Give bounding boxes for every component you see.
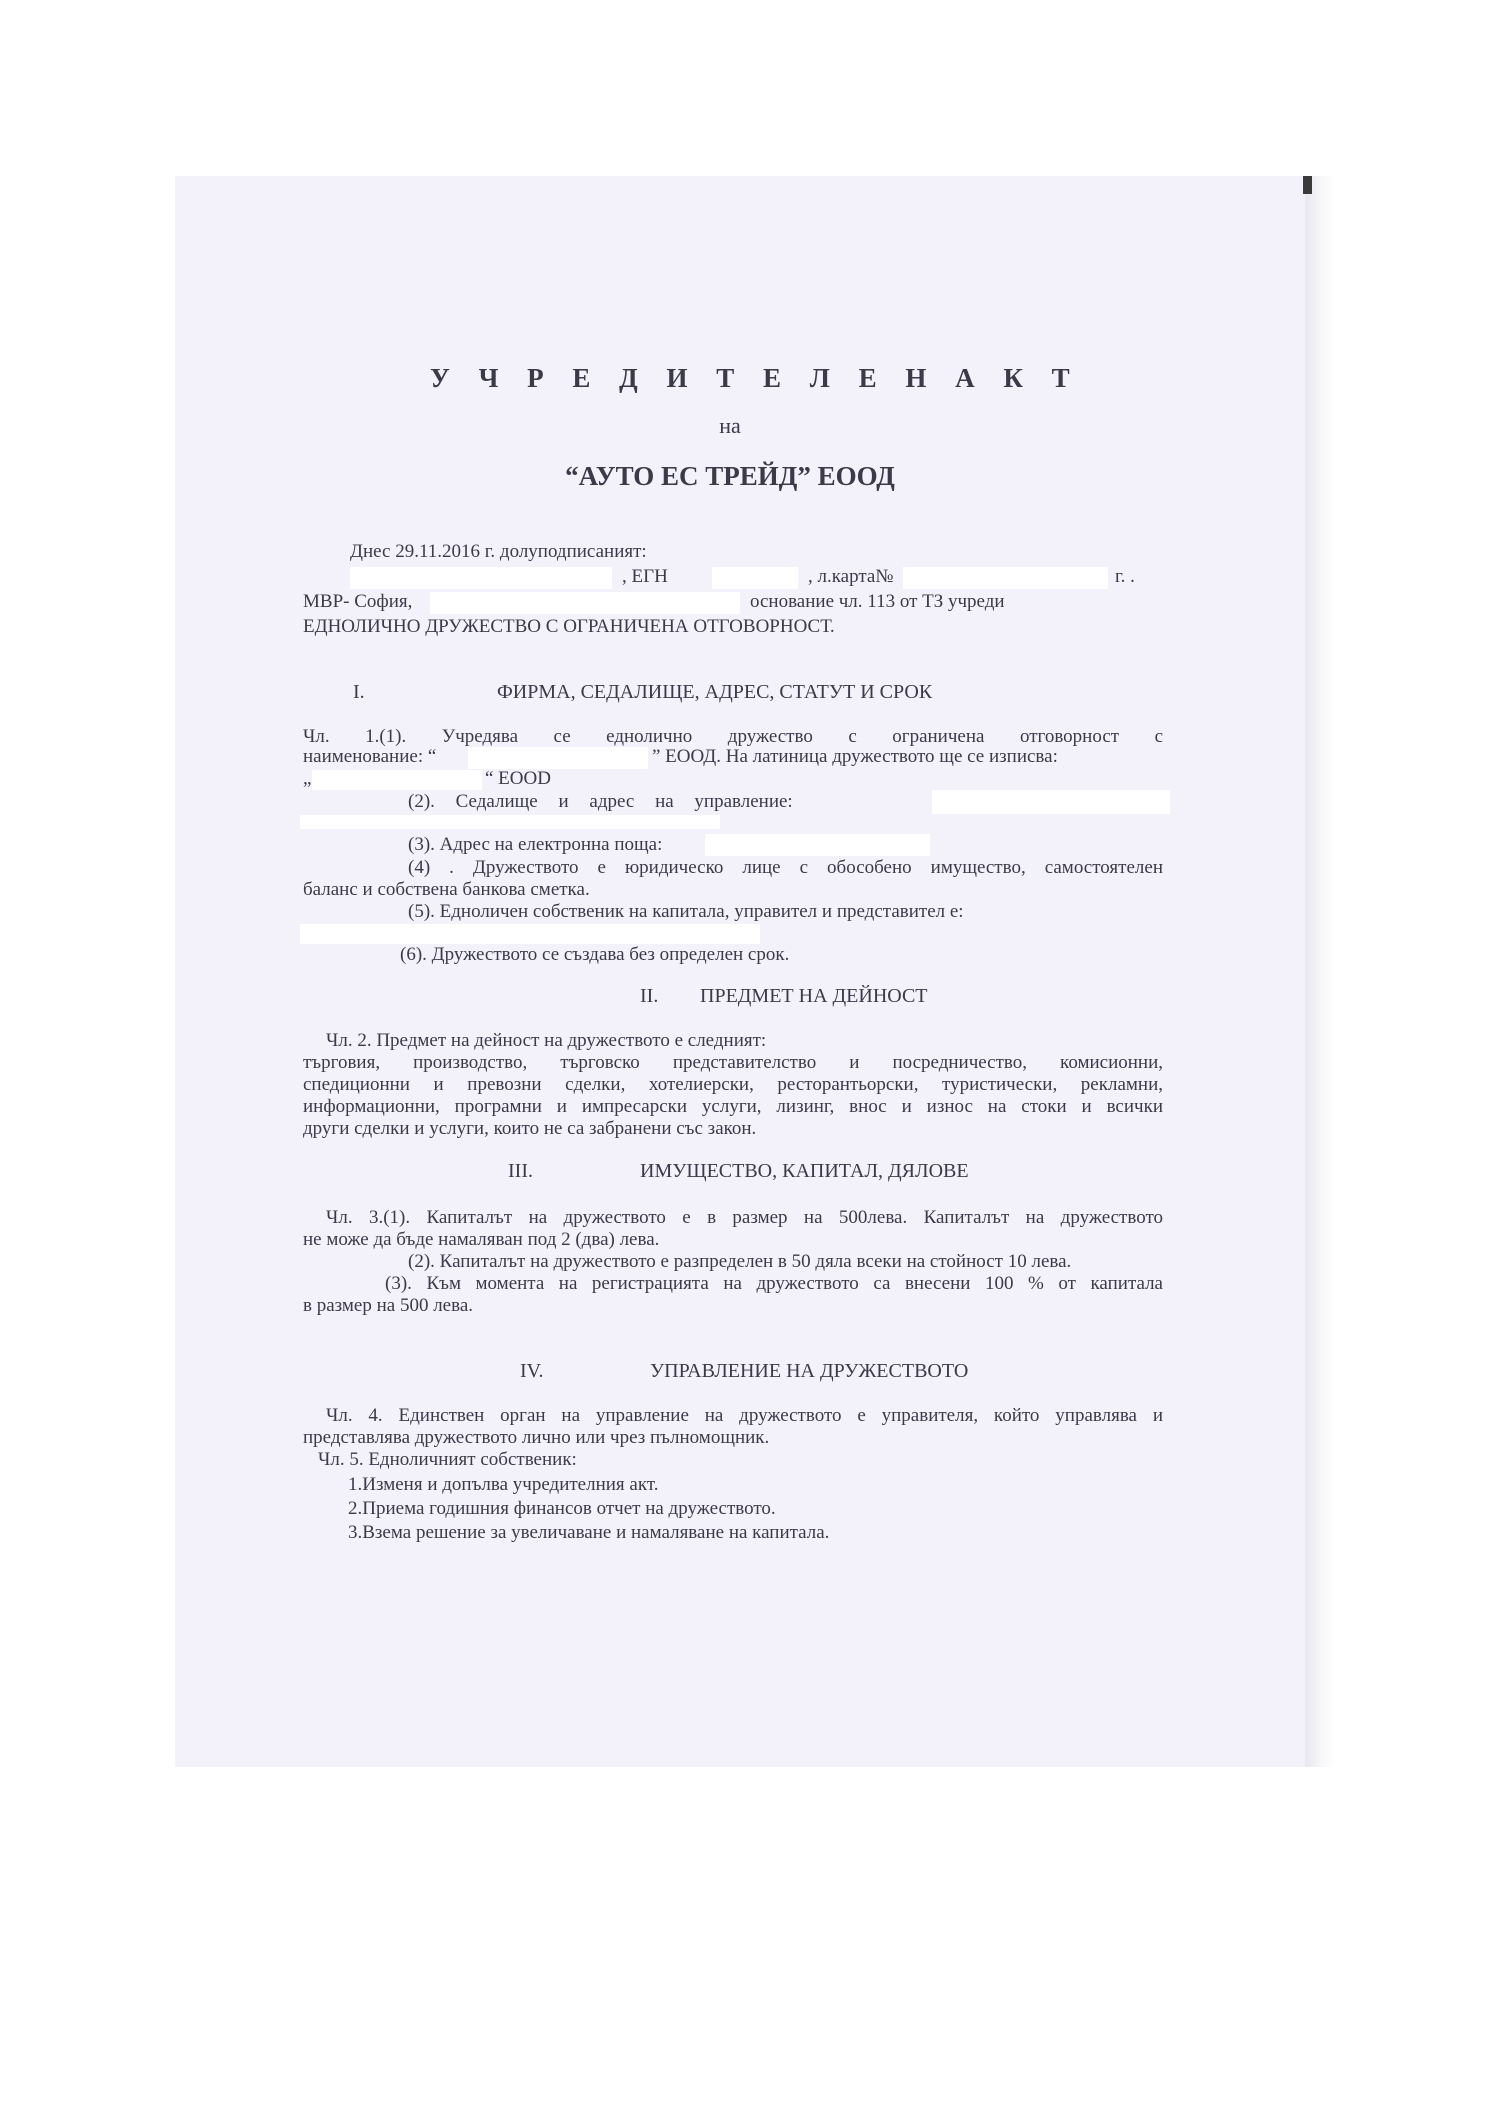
art5-item2: 2.Приема годишния финансов отчет на дружеството. [348,1498,776,1519]
art5-item1: 1.Изменя и допълва учредителния акт. [348,1474,659,1495]
redaction [430,592,740,614]
art1-p1-line2-a: наименование: “ [303,746,437,767]
section-4-number: IV. [520,1360,544,1382]
section-1-number: I. [353,681,365,703]
intro-mvr: МВР- София, [303,591,413,612]
scan-corner-mark [1303,176,1312,194]
intro-egn-label: , ЕГН [622,566,668,587]
section-1-title: ФИРМА, СЕДАЛИЩЕ, АДРЕС, СТАТУТ И СРОК [497,681,933,703]
intro-line-3: ЕДНОЛИЧНО ДРУЖЕСТВО С ОГРАНИЧЕНА ОТГОВОРНОСТ. [303,616,835,637]
section-2-number: II. [640,985,659,1007]
art5-item3: 3.Взема решение за увеличаване и намаляване на капитала. [348,1522,830,1543]
document-subtitle: на [719,413,741,438]
art2-line1: Чл. 2. Предмет на дейност на дружеството е следният: [326,1030,767,1051]
page-edge-shadow [1305,176,1335,1767]
art2-line3: спедиционни и превозни сделки, хотелиерски, ресторантьорски, туристически, рекламни, [303,1074,1163,1095]
section-3-number: III. [508,1160,533,1182]
intro-line-1: Днес 29.11.2016 г. долуподписаният: [350,541,647,562]
intro-basis: основание чл. 113 от ТЗ учреди [750,591,1005,612]
art2-line5: други сделки и услуги, които не са забранени със закон. [303,1118,757,1139]
art2-line4: информационни, програмни и импресарски услуги, лизинг, внос и износ на стоки и всички [303,1096,1163,1117]
art1-p2: (2). Седалище и адрес на управление: [408,791,793,812]
redaction [932,790,1170,814]
art3-line4: (3). Към момента на регистрацията на дружеството са внесени 100 % от капитала [385,1273,1163,1294]
art1-p5: (5). Едноличен собственик на капитала, управител и представител е: [408,901,964,922]
art3-line1: Чл. 3.(1). Капиталът на дружеството е в размер на 500лева. Капиталът на дружеството [326,1207,1163,1228]
redaction [312,770,482,790]
art1-p1-line3-a: „ [303,768,312,789]
art5-line1: Чл. 5. Едноличният собственик: [318,1449,577,1470]
art1-p4-line1: (4) . Дружеството е юридическо лице с обособено имущество, самостоятелен [408,857,1163,878]
art1-p3: (3). Адрес на електронна поща: [408,834,663,855]
section-3-title: ИМУЩЕСТВО, КАПИТАЛ, ДЯЛОВЕ [640,1160,969,1182]
art1-p6: (6). Дружеството се създава без определен срок. [400,944,790,965]
art4-line1: Чл. 4. Единствен орган на управление на дружеството е управителя, който управлява и [326,1405,1163,1426]
redaction [300,924,760,944]
art1-p1-line3-b: “ EOOD [485,768,551,789]
art2-line2: търговия, производство, търговско представителство и посредничество, комисионни, [303,1052,1163,1073]
redaction [468,747,648,769]
intro-id-label: , л.карта№ [808,566,894,587]
art3-line3: (2). Капиталът на дружеството е разпределен в 50 дяла всеки на стойност 10 лева. [408,1251,1072,1272]
redaction [712,567,798,589]
redaction [903,567,1108,589]
art4-line2: представлява дружеството лично или чрез пълномощник. [303,1427,770,1448]
art1-p4-line2: баланс и собствена банкова сметка. [303,879,590,900]
document-title: У Ч Р Е Д И Т Е Л Е Н А К Т [430,363,1081,393]
intro-year-suffix: г. . [1115,566,1135,587]
art3-line5: в размер на 500 лева. [303,1295,474,1316]
art1-p1-line2-b: ” ЕООД. На латиница дружеството ще се изписва: [652,746,1058,767]
art1-p1-line1: Чл. 1.(1). Учредява се еднолично дружество с ограничена отговорност с [303,726,1163,747]
redaction [705,834,930,856]
redaction [300,815,720,829]
section-2-title: ПРЕДМЕТ НА ДЕЙНОСТ [700,985,928,1007]
section-4-title: УПРАВЛЕНИЕ НА ДРУЖЕСТВОТО [650,1360,969,1382]
company-name: “АУТО ЕС ТРЕЙД” ЕООД [565,461,895,491]
redaction [350,567,612,589]
art3-line2: не може да бъде намаляван под 2 (два) лева. [303,1229,660,1250]
